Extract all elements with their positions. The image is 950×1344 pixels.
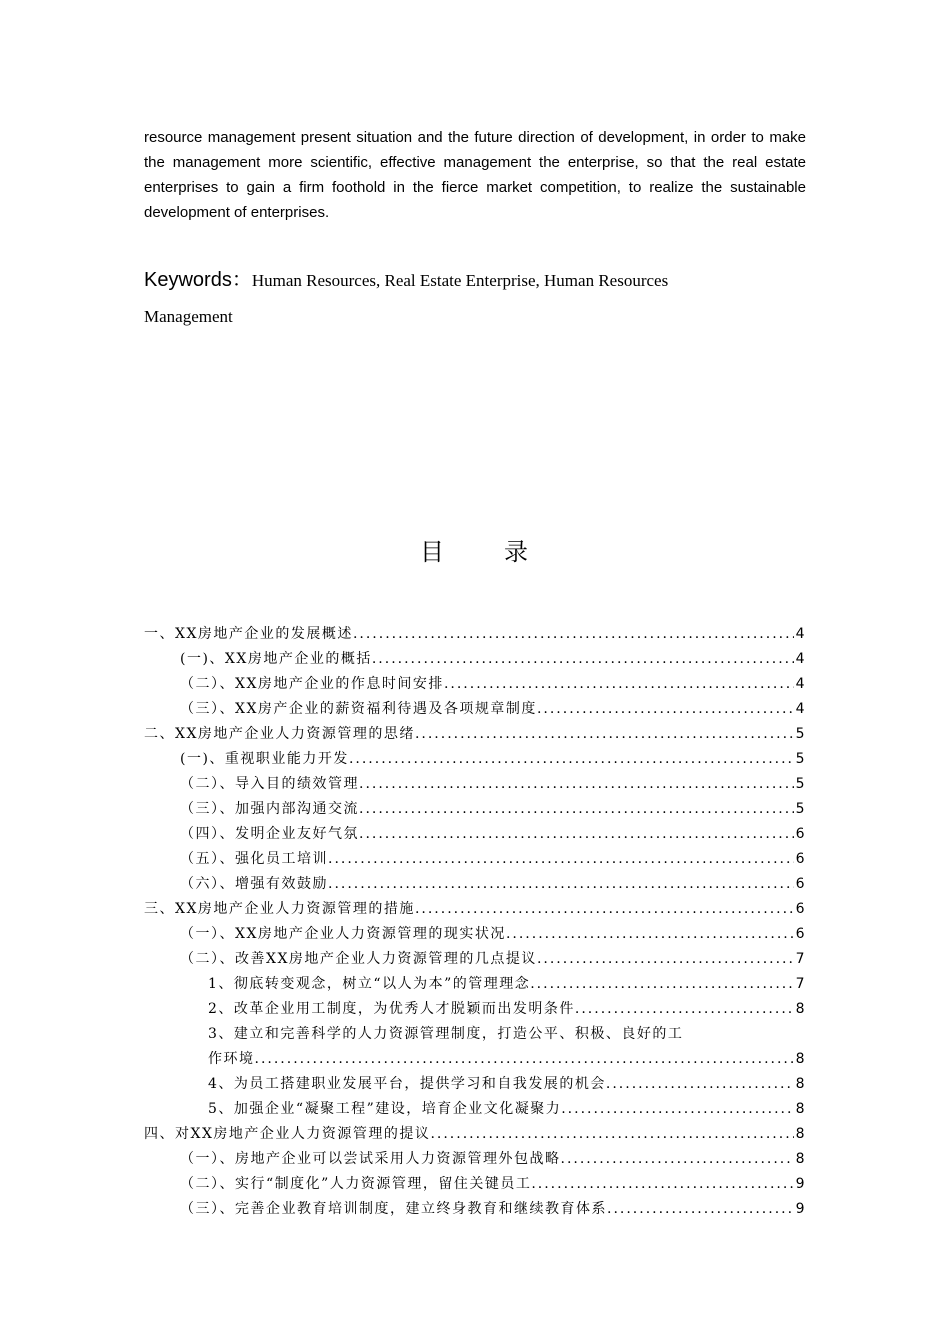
- toc-page-number: 8: [795, 1101, 806, 1117]
- toc-entry-label: （三）、加强内部沟通交流: [180, 801, 359, 817]
- toc-page-number: 7: [795, 951, 806, 967]
- keywords-block: [144, 262, 806, 335]
- toc-entry-label: 二、XX房地产企业人力资源管理的思绪: [144, 726, 415, 742]
- toc-dot-leader: [607, 1197, 794, 1222]
- toc-entry-label: （六）、增强有效鼓励: [180, 876, 328, 892]
- toc-entry[interactable]: [144, 872, 806, 897]
- toc-entry[interactable]: [144, 1147, 806, 1172]
- toc-page-number: 6: [795, 876, 806, 892]
- toc-entry[interactable]: [144, 947, 806, 972]
- toc-entry-label: （一）、房地产企业可以尝试采用人力资源管理外包战略: [180, 1151, 561, 1167]
- toc-entry[interactable]: [144, 1047, 806, 1072]
- toc-page-number: 6: [795, 901, 806, 917]
- toc-entry-label: 三、XX房地产企业人力资源管理的措施: [144, 901, 415, 917]
- toc-page-number: 9: [795, 1176, 806, 1192]
- toc-entry-label: （二）、XX房地产企业的作息时间安排: [180, 676, 444, 692]
- toc-dot-leader: [328, 872, 794, 897]
- toc-entry-label: （二）、导入目的绩效管理: [180, 776, 359, 792]
- toc-entry-label: 作环境: [208, 1051, 255, 1067]
- toc-page-number: 6: [795, 826, 806, 842]
- toc-title: [0, 532, 950, 567]
- toc-dot-leader: [359, 797, 794, 822]
- toc-entry[interactable]: [144, 1072, 806, 1097]
- toc-entry-label: （二）、改善XX房地产企业人力资源管理的几点提议: [180, 951, 537, 967]
- toc-entry-label: （三）、XX房产企业的薪资福利待遇及各项规章制度: [180, 701, 537, 717]
- toc-dot-leader: [506, 922, 794, 947]
- toc-title-part2: 录: [504, 538, 530, 566]
- toc-dot-leader: [430, 1122, 793, 1147]
- toc-page-number: 8: [795, 1126, 806, 1142]
- toc-entry-label: (一)、重视职业能力开发: [180, 751, 349, 767]
- toc-page-number: 5: [795, 726, 806, 742]
- toc-entry-label: 2、改革企业用工制度，为优秀人才脱颖而出发明条件: [208, 1001, 575, 1017]
- toc-entry-label: （三）、完善企业教育培训制度，建立终身教育和继续教育体系: [180, 1201, 607, 1217]
- toc-page-number: 5: [795, 751, 806, 767]
- keywords-value: Human Resources, Real Estate Enterprise, Human Resources: [251, 271, 669, 290]
- toc-page-number: 4: [795, 651, 806, 667]
- toc-dot-leader: [255, 1047, 794, 1072]
- toc-entry-label: 5、加强企业“凝聚工程”建设，培育企业文化凝聚力: [208, 1101, 562, 1117]
- toc-entry-label: （四）、发明企业友好气氛: [180, 826, 359, 842]
- toc-entry-label: （五）、强化员工培训: [180, 851, 328, 867]
- toc-page-number: 8: [795, 1001, 806, 1017]
- toc-entry[interactable]: [144, 622, 806, 647]
- toc-entry-label: 四、对XX房地产企业人力资源管理的提议: [144, 1126, 431, 1142]
- toc-page-number: 4: [795, 626, 806, 642]
- toc-entry[interactable]: [144, 1172, 806, 1197]
- toc-entry[interactable]: [144, 1097, 806, 1122]
- toc-entry[interactable]: [144, 647, 806, 672]
- toc-entry[interactable]: [144, 672, 806, 697]
- toc-entry[interactable]: [144, 747, 806, 772]
- toc-page-number: 8: [795, 1051, 806, 1067]
- toc-dot-leader: [415, 722, 794, 747]
- toc-dot-leader: [359, 772, 794, 797]
- toc-dot-leader: [531, 1172, 793, 1197]
- table-of-contents: [144, 622, 806, 1222]
- toc-entry-label: (一)、XX房地产企业的概括: [180, 651, 372, 667]
- toc-entry[interactable]: [144, 797, 806, 822]
- toc-entry-label: 一、XX房地产企业的发展概述: [144, 626, 353, 642]
- abstract-paragraph: resource management present situation and the future direction of development, in order to make the management more scientific, effective management the enterprise, so that the real estate enterprises to gain a firm foothold in the fierce market competition, to realize the sustainable development of enterprises.: [144, 129, 806, 221]
- keywords-line-2: Management: [144, 307, 233, 326]
- toc-dot-leader: [349, 747, 794, 772]
- toc-entry[interactable]: [144, 847, 806, 872]
- toc-dot-leader: [415, 897, 794, 922]
- toc-dot-leader: [537, 697, 794, 722]
- toc-page-number: 9: [795, 1201, 806, 1217]
- toc-dot-leader: [328, 847, 794, 872]
- toc-dot-leader: [537, 947, 794, 972]
- toc-entry[interactable]: [144, 997, 806, 1022]
- toc-dot-leader: [444, 672, 794, 697]
- toc-entry[interactable]: [144, 1122, 806, 1147]
- toc-page-number: 7: [795, 976, 806, 992]
- toc-title-part1: 目: [420, 538, 446, 566]
- toc-dot-leader: [606, 1072, 794, 1097]
- toc-entry[interactable]: [144, 1197, 806, 1222]
- toc-entry[interactable]: [144, 922, 806, 947]
- toc-dot-leader: [530, 972, 793, 997]
- toc-page-number: 8: [795, 1076, 806, 1092]
- keywords-label: Keywords：: [144, 269, 252, 291]
- toc-page-number: 5: [795, 776, 806, 792]
- toc-entry-label: 4、为员工搭建职业发展平台，提供学习和自我发展的机会: [208, 1076, 606, 1092]
- toc-page-number: 5: [795, 801, 806, 817]
- toc-page-number: 8: [795, 1151, 806, 1167]
- toc-entry-label[interactable]: 3、建立和完善科学的人力资源管理制度，打造公平、积极、良好的工: [208, 1026, 684, 1042]
- toc-entry-label: （二）、实行“制度化”人力资源管理，留住关键员工: [180, 1176, 532, 1192]
- keywords-line-1: [144, 262, 806, 299]
- toc-entry[interactable]: [144, 772, 806, 797]
- toc-entry[interactable]: [144, 972, 806, 997]
- toc-dot-leader: [561, 1147, 794, 1172]
- toc-dot-leader: [372, 647, 794, 672]
- toc-page-number: 6: [795, 926, 806, 942]
- toc-dot-leader: [575, 997, 794, 1022]
- toc-dot-leader: [359, 822, 794, 847]
- toc-dot-leader: [561, 1097, 793, 1122]
- toc-entry[interactable]: [144, 822, 806, 847]
- toc-entry[interactable]: [144, 697, 806, 722]
- toc-page-number: 4: [795, 701, 806, 717]
- toc-entry-label: 1、彻底转变观念，树立“以人为本”的管理理念: [208, 976, 531, 992]
- toc-page-number: 6: [795, 851, 806, 867]
- toc-page-number: 4: [795, 676, 806, 692]
- toc-dot-leader: [353, 622, 794, 647]
- toc-entry[interactable]: [144, 897, 806, 922]
- toc-entry[interactable]: [144, 722, 806, 747]
- toc-entry-label: （一）、XX房地产企业人力资源管理的现实状况: [180, 926, 506, 942]
